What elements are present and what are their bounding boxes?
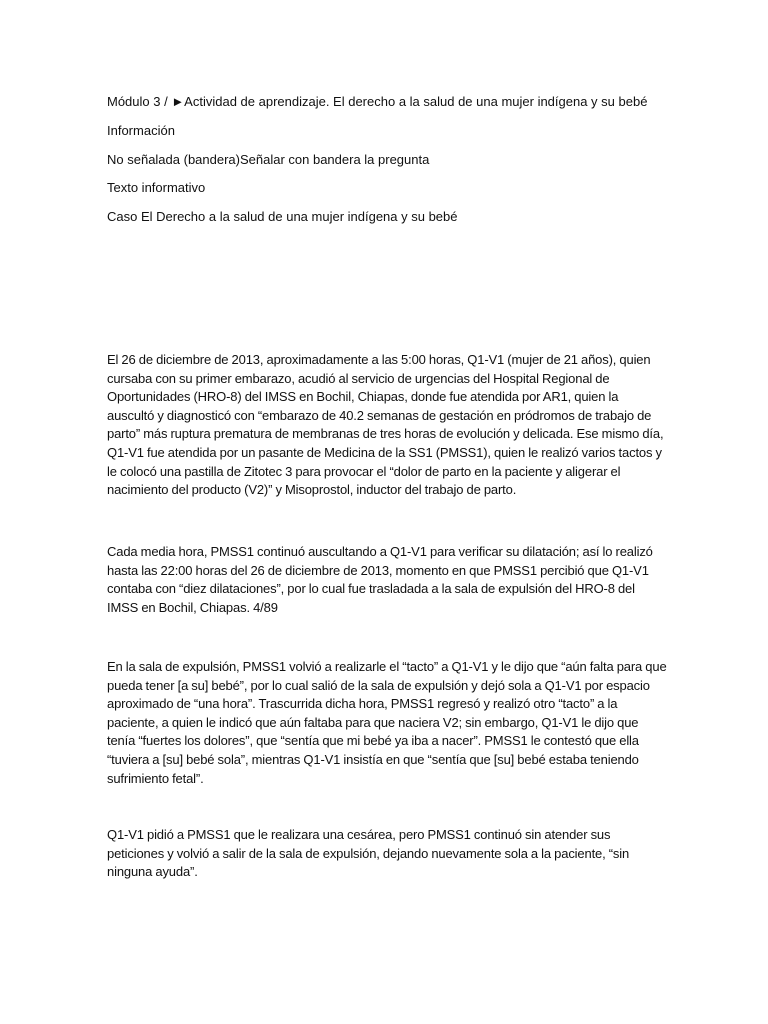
paragraph-1: El 26 de diciembre de 2013, aproximadamente a las 5:00 horas, Q1-V1 (mujer de 21 años), quien cursaba con su primer embarazo, acudió al servicio de urgencias del Hospital Regional de Oportunidades (HRO-8) del IMSS en Bochil, Chiapas, donde fue atendida por AR1, quien la auscultó y diagnosticó con “embarazo de 40.2 semanas de gestación en pródromos de trabajo de parto” más ruptura prematura de membranas de tres horas de evolución y delicada. Ese mismo día, Q1-V1 fue atendida por un pasante de Medicina de la SS1 (PMSS1), quien le realizó varios tactos y le colocó una pastilla de Zitotec 3 para provocar el “dolor de parto en la paciente y aligerar el nacimiento del producto (V2)” y Misoprostol, inductor del trabajo de parto. bbox=[107, 352, 664, 498]
paragraph-3: En la sala de expulsión, PMSS1 volvió a realizarle el “tacto” a Q1-V1 y le dijo que “aún falta para que pueda tener [a su] bebé”, por lo cual salió de la sala de expulsión y dejó sola a Q1-V1 por espacio aproximado de “una hora”. Trascurrida dicha hora, PMSS1 regresó y realizó otro “tacto” a la paciente, a quien le indicó que aún faltaba para que naciera V2; sin embargo, Q1-V1 le dijo que tenía “fuertes los dolores”, que “sentía que mi bebé ya iba a nacer”. PMSS1 le contestó que ella “tuviera a [su] bebé sola”, mientras Q1-V1 insistía en que “sentía que [su] bebé estaba teniendo sufrimiento fetal”. bbox=[107, 659, 667, 786]
paragraph-2: Cada media hora, PMSS1 continuó auscultando a Q1-V1 para verificar su dilatación; así lo realizó hasta las 22:00 horas del 26 de diciembre de 2013, momento en que PMSS1 percibió que Q1-V1 contaba con “diez dilataciones”, por lo cual fue trasladada a la sala de expulsión del HRO-8 del IMSS en Bochil, Chiapas. 4/89 bbox=[107, 544, 653, 615]
flag-status: No señalada (bandera)Señalar con bandera la pregunta bbox=[107, 152, 430, 167]
case-title: Caso El Derecho a la salud de una mujer indígena y su bebé bbox=[107, 209, 458, 224]
paragraph-4: Q1-V1 pidió a PMSS1 que le realizara una cesárea, pero PMSS1 continuó sin atender sus peticiones y volvió a salir de la sala de expulsión, dejando nuevamente sola a la paciente, “sin ninguna ayuda”. bbox=[107, 827, 630, 880]
text-type-label: Texto informativo bbox=[107, 180, 206, 195]
info-label: Información bbox=[107, 123, 175, 138]
breadcrumb: Módulo 3 / ►Actividad de aprendizaje. El derecho a la salud de una mujer indígena y su bebé bbox=[107, 94, 648, 109]
